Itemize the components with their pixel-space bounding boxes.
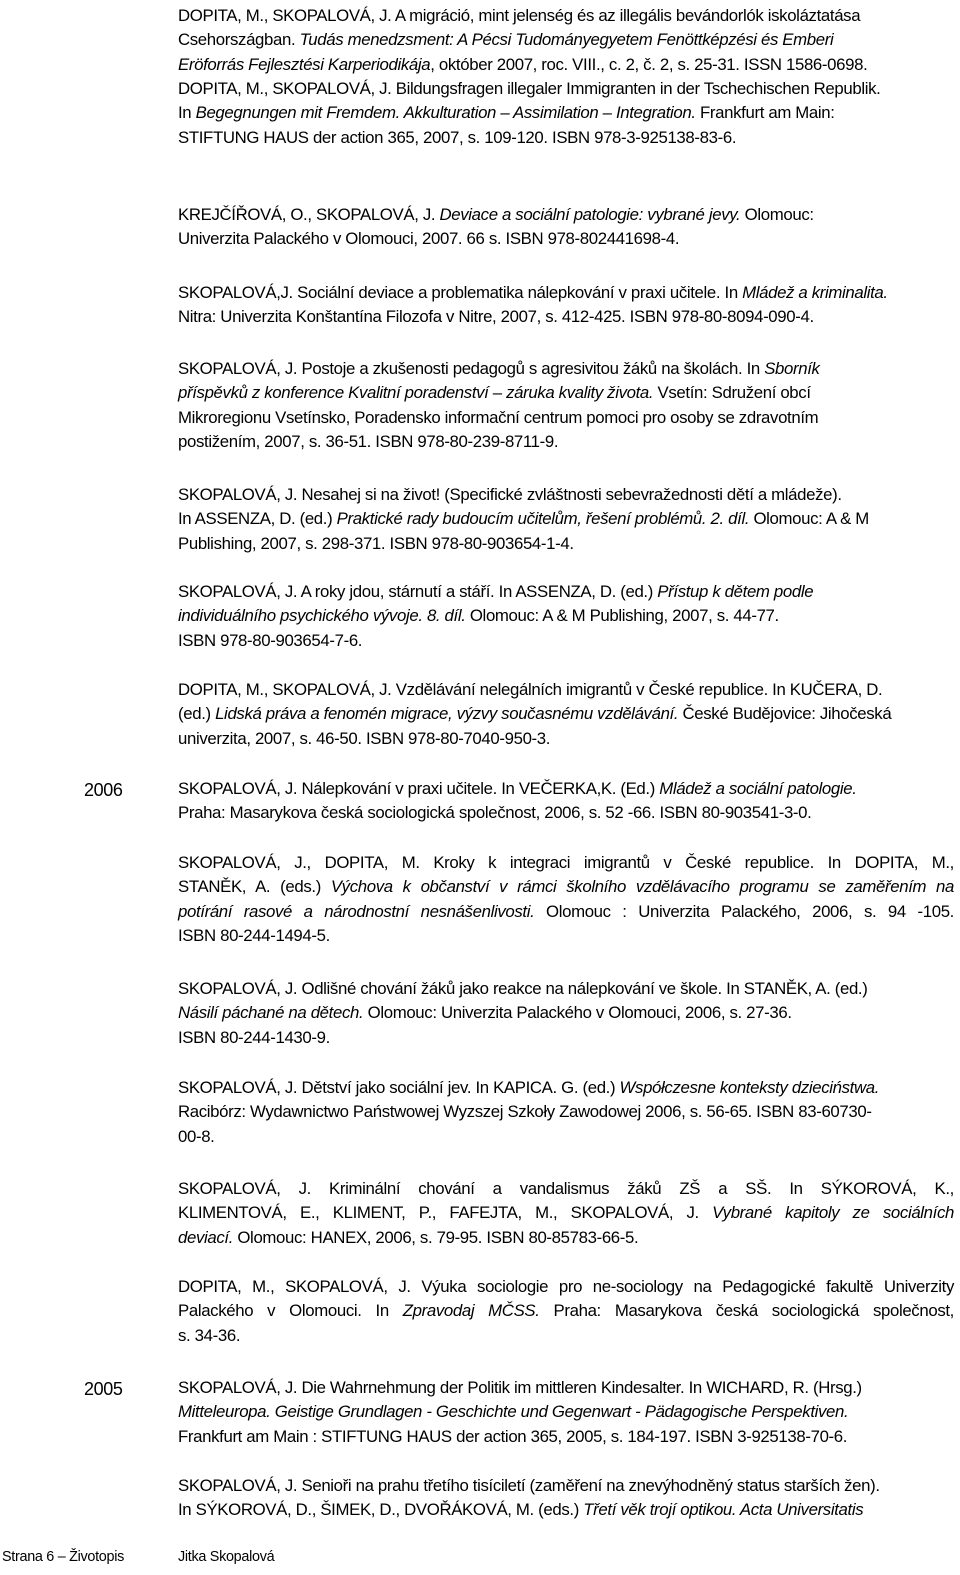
- entry-title-text: deviací.: [178, 1227, 234, 1247]
- entry-text: Frankfurt am Main:: [695, 103, 835, 123]
- entry-text: SKOPALOVÁ, J. Nesahej si na život! (Specifické zvláštnosti sebevražednosti dětí a mládeže).: [178, 485, 842, 504]
- bibliography-entry: [178, 1376, 954, 1449]
- entry-text: SKOPALOVÁ, J. Odlišné chování žáků jako reakce na nálepkování ve škole. In STANĚK, A. (ed.): [178, 979, 868, 998]
- bibliography-entry: [178, 977, 954, 1050]
- entry-line: [178, 1425, 954, 1449]
- bibliography-entry: [178, 1177, 954, 1250]
- entry-title-text: Lidská práva a fenomén migrace, výzvy současnému vzdělávání.: [215, 704, 679, 724]
- entry-line: [178, 1376, 954, 1400]
- entry-line: [178, 1299, 954, 1323]
- entry-text: ISBN 978-80-903654-7-6.: [178, 630, 363, 650]
- entry-line: [178, 977, 954, 1001]
- entry-text: SKOPALOVÁ, J. Kriminální chování a vandalismus žáků ZŠ a SŠ. In SÝKOROVÁ, K.,: [178, 1179, 954, 1198]
- entry-title-text: Begegnungen mit Fremdem. Akkulturation – Assimilation – Integration.: [195, 103, 696, 123]
- entry-text: SKOPALOVÁ,J. Sociální deviace a problematika nálepkování v praxi učitele. In: [178, 283, 743, 302]
- entry-line: [178, 1001, 954, 1025]
- entry-text: KREJČÍŘOVÁ, O., SKOPALOVÁ, J.: [178, 205, 440, 224]
- entry-title-text: Mitteleuropa. Geistige Grundlagen - Geschichte und Gegenwart - Pädagogische Perspektiven.: [178, 1402, 849, 1422]
- entry-text: SKOPALOVÁ, J. A roky jdou, stárnutí a stáří. In ASSENZA, D. (ed.): [178, 582, 658, 601]
- bibliography-entry: [178, 777, 954, 826]
- entry-text: SKOPALOVÁ, J. Senioři na prahu třetího tisíciletí (zaměření na znevýhodněný status starších žen).: [178, 1476, 880, 1495]
- entry-title-text: příspěvků z konference Kvalitní poradenství – záruka kvality života.: [178, 383, 654, 403]
- entry-line: [178, 101, 954, 125]
- entry-text: DOPITA, M., SKOPALOVÁ, J. Výuka sociologie pro ne-sociology na Pedagogické fakultě Univerzity: [178, 1277, 954, 1296]
- entry-title-text: Násilí páchané na dětech.: [178, 1003, 364, 1023]
- bibliography-entry: [178, 4, 954, 77]
- entry-title-text: Třetí věk trojí optikou. Acta Universitatis: [583, 1500, 864, 1520]
- entry-text: SKOPALOVÁ, J. Die Wahrnehmung der Politik im mittleren Kindesalter. In WICHARD, R. (Hrsg.): [178, 1378, 862, 1397]
- bibliography-entry: [178, 203, 954, 252]
- entry-line: [178, 875, 954, 899]
- entry-text: In: [178, 103, 196, 123]
- entry-text: ISBN 80-244-1494-5.: [178, 926, 330, 946]
- entry-text: Olomouc: Univerzita Palackého v Olomouci, 2006, s. 27-36.: [363, 1003, 792, 1023]
- entry-text: Mikroregionu Vsetínsko, Poradensko informační centrum pomoci pro osoby se zdravotním: [178, 407, 819, 427]
- entry-line: [178, 227, 954, 251]
- bibliography-entry: [178, 580, 954, 653]
- entry-text: SKOPALOVÁ, J. Nálepkování v praxi učitele. In VEČERKA,K. (Ed.): [178, 779, 660, 798]
- entry-text: In SÝKOROVÁ, D., ŠIMEK, D., DVOŘÁKOVÁ, M. (eds.): [178, 1500, 584, 1520]
- entry-line: [178, 1125, 954, 1149]
- entry-line: [178, 1498, 954, 1522]
- entry-line: [178, 1076, 954, 1100]
- entry-line: [178, 777, 954, 801]
- entry-text: s. 34-36.: [178, 1325, 241, 1345]
- entry-line: [178, 1324, 954, 1348]
- entry-text: Univerzita Palackého v Olomouci, 2007. 66 s. ISBN 978-802441698-4.: [178, 229, 680, 249]
- entry-line: [178, 900, 954, 924]
- entry-text: Olomouc : Univerzita Palackého, 2006, s. 94 -105.: [534, 901, 954, 921]
- entry-line: [178, 483, 954, 507]
- entry-text: STANĚK, A. (eds.): [178, 877, 331, 897]
- entry-text: Vsetín: Sdružení obcí: [653, 383, 811, 403]
- bibliography-entry: [178, 1474, 954, 1523]
- entry-text: Nitra: Univerzita Konštantína Filozofa v Nitre, 2007, s. 412-425. ISBN 978-80-8094-090-4.: [178, 307, 814, 327]
- bibliography-entry: [178, 77, 954, 150]
- entry-text: (ed.): [178, 704, 216, 724]
- entry-line: [178, 507, 954, 531]
- entry-line: [178, 1275, 954, 1299]
- entry-text: 00-8.: [178, 1126, 215, 1146]
- entry-title-text: Mládež a sociální patologie.: [659, 779, 857, 798]
- year-label: 2006: [84, 780, 123, 800]
- entry-title-text: individuálního psychického vývoje. 8. díl.: [178, 606, 466, 626]
- entry-title-text: Eröforrás Fejlesztési Karperiodikája: [178, 54, 431, 74]
- entry-text: Olomouc:: [740, 205, 814, 224]
- entry-line: [178, 1474, 954, 1498]
- entry-text: Olomouc: A & M Publishing, 2007, s. 44-77.: [465, 606, 779, 626]
- year-label: 2005: [84, 1379, 123, 1399]
- entry-line: [178, 1026, 954, 1050]
- entry-line: [178, 53, 954, 77]
- footer-author-name: Jitka Skopalová: [178, 1549, 275, 1565]
- entry-line: [178, 203, 954, 227]
- entry-line: [178, 678, 954, 702]
- entry-text: Olomouc: HANEX, 2006, s. 79-95. ISBN 80-85783-66-5.: [233, 1227, 639, 1247]
- entry-title-text: Zpravodaj MČSS.: [402, 1301, 540, 1321]
- entry-line: [178, 126, 954, 150]
- entry-line: [178, 924, 954, 948]
- entry-text: ISBN 80-244-1430-9.: [178, 1027, 330, 1047]
- entry-title-text: Vybrané kapitoly ze sociálních: [712, 1203, 954, 1223]
- entry-text: , október 2007, roc. VIII., c. 2, č. 2, s. 25-31. ISSN 1586-0698.: [430, 54, 868, 74]
- bibliography-entry: [178, 1076, 954, 1149]
- entry-text: DOPITA, M., SKOPALOVÁ, J. A migráció, mint jelenség és az illegális bevándorlók iskoláztatása: [178, 6, 861, 25]
- entry-text: DOPITA, M., SKOPALOVÁ, J. Vzdělávání nelegálních imigrantů v České republice. In KUČERA, D.: [178, 680, 883, 699]
- entry-text: In ASSENZA, D. (ed.): [178, 509, 337, 529]
- entry-text: postižením, 2007, s. 36-51. ISBN 978-80-239-8711-9.: [178, 432, 559, 452]
- entry-line: [178, 727, 954, 751]
- entry-text: Publishing, 2007, s. 298-371. ISBN 978-80-903654-1-4.: [178, 533, 574, 553]
- entry-line: [178, 1226, 954, 1250]
- entry-title-text: Współczesne konteksty dzieciństwa.: [619, 1078, 880, 1097]
- entry-text: SKOPALOVÁ, J., DOPITA, M. Kroky k integraci imigrantů v České republice. In DOPITA, M.,: [178, 853, 954, 872]
- entry-text: univerzita, 2007, s. 46-50. ISBN 978-80-7040-950-3.: [178, 728, 551, 748]
- entry-line: [178, 851, 954, 875]
- entry-title-text: Výchova k občanství v rámci školního vzdělávacího programu se zaměřením na: [330, 877, 954, 897]
- entry-title-text: Tudás menedzsment: A Pécsi Tudományegyetem Fenöttképzési és Emberi: [299, 30, 834, 50]
- bibliography-entry: [178, 1275, 954, 1348]
- entry-text: Praha: Masarykova česká sociologická společnost,: [539, 1301, 954, 1321]
- entry-text: Palackého v Olomouci. In: [178, 1301, 403, 1321]
- entry-line: [178, 629, 954, 653]
- entry-title-text: Deviace a sociální patologie: vybrané jevy.: [439, 205, 741, 224]
- bibliography-entry: [178, 281, 954, 330]
- bibliography-entry: [178, 851, 954, 949]
- bibliography-entry: [178, 357, 954, 455]
- bibliography-entry: [178, 483, 954, 556]
- entry-title-text: Praktické rady budoucím učitelům, řešení problémů. 2. díl.: [336, 509, 750, 529]
- bibliography-entry: [178, 678, 954, 751]
- entry-title-text: Sborník: [764, 359, 820, 378]
- entry-line: [178, 1100, 954, 1124]
- entry-line: [178, 406, 954, 430]
- entry-line: [178, 281, 954, 305]
- entry-text: Olomouc: A & M: [749, 509, 869, 529]
- entry-text: STIFTUNG HAUS der action 365, 2007, s. 109-120. ISBN 978-3-925138-83-6.: [178, 127, 737, 147]
- entry-text: Csehországban.: [178, 30, 300, 50]
- entry-line: [178, 1400, 954, 1424]
- entry-line: [178, 77, 954, 101]
- entry-title-text: Přístup k dětem podle: [657, 582, 814, 601]
- entry-text: DOPITA, M., SKOPALOVÁ, J. Bildungsfragen illegaler Immigranten in der Tschechischen Republik.: [178, 79, 881, 98]
- entry-line: [178, 580, 954, 604]
- entry-line: [178, 702, 954, 726]
- entry-line: [178, 1177, 954, 1201]
- entry-title-text: potírání rasové a národnostní nesnášenlivosti.: [178, 901, 535, 921]
- entry-line: [178, 4, 954, 28]
- footer-page-label: Strana 6 – Životopis: [2, 1549, 124, 1565]
- entry-text: České Budějovice: Jihočeská: [678, 704, 892, 724]
- entry-line: [178, 532, 954, 556]
- entry-title-text: Mládež a kriminalita.: [742, 283, 888, 302]
- entry-line: [178, 430, 954, 454]
- entry-line: [178, 1201, 954, 1225]
- entry-text: SKOPALOVÁ, J. Postoje a zkušenosti pedagogů s agresivitou žáků na školách. In: [178, 359, 765, 378]
- entry-line: [178, 305, 954, 329]
- entry-text: SKOPALOVÁ, J. Dětství jako sociální jev. In KAPICA. G. (ed.): [178, 1078, 620, 1097]
- entry-text: KLIMENTOVÁ, E., KLIMENT, P., FAFEJTA, M., SKOPALOVÁ, J.: [178, 1203, 713, 1223]
- entry-line: [178, 357, 954, 381]
- entry-line: [178, 28, 954, 52]
- entry-line: [178, 604, 954, 628]
- entry-text: Racibórz: Wydawnictwo Państwowej Wyzszej Szkoły Zawodowej 2006, s. 56-65. ISBN 83-60730-: [178, 1102, 872, 1122]
- entry-text: Praha: Masarykova česká sociologická společnost, 2006, s. 52 -66. ISBN 80-903541-3-0.: [178, 803, 812, 823]
- entry-text: Frankfurt am Main : STIFTUNG HAUS der action 365, 2005, s. 184-197. ISBN 3-925138-70-6.: [178, 1426, 848, 1446]
- entry-line: [178, 381, 954, 405]
- entry-line: [178, 801, 954, 825]
